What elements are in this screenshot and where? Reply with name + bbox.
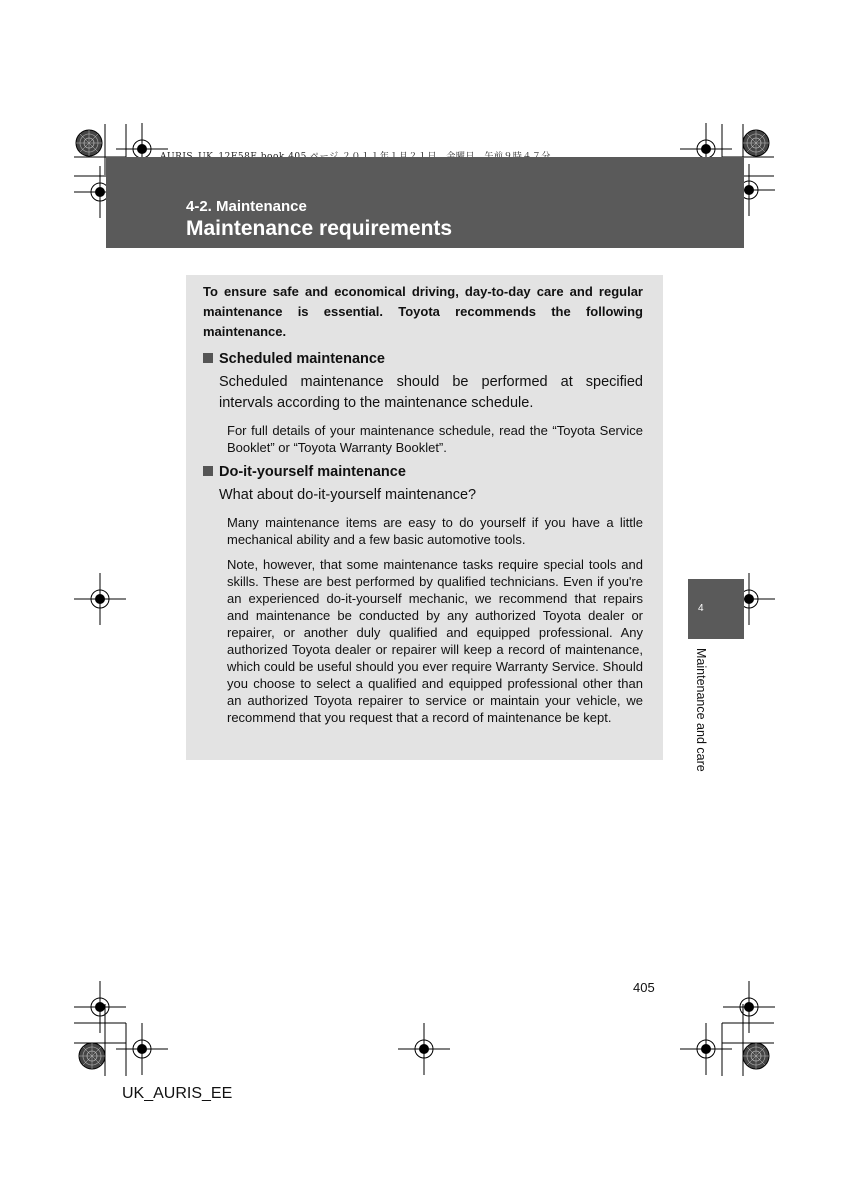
page-number: 405 — [633, 980, 655, 995]
header-band — [106, 157, 744, 248]
diy-maintenance-heading — [203, 464, 406, 480]
square-bullet-icon — [203, 353, 213, 363]
square-bullet-icon — [203, 466, 213, 476]
scheduled-heading-text: Scheduled maintenance — [219, 351, 385, 367]
scheduled-body: Scheduled maintenance should be performed at specified intervals according to the maintenance schedule. — [219, 374, 643, 411]
diy-note-1: Many maintenance items are easy to do yourself if you have a little mechanical ability and a few basic automotive tools. — [227, 515, 643, 547]
page-title: Maintenance requirements — [186, 217, 453, 240]
diy-heading-text: Do-it-yourself maintenance — [219, 464, 406, 480]
footer-code: UK_AURIS_EE — [122, 1085, 233, 1102]
chapter-title: Maintenance and care — [694, 648, 708, 772]
chapter-tab — [688, 579, 744, 639]
chapter-number: 4 — [698, 603, 704, 614]
diy-body: What about do-it-yourself maintenance? — [219, 487, 477, 503]
diy-note-2: Note, however, that some maintenance tasks require special tools and skills. These are best performed by qualified technicians. Even if you're an experienced do-it-yourself mechanic, we recommend that repairs and maintenance be conducted by any authorized Toyota dealer or repairer, or another duly qualified and equipped professional. Any authorized Toyota dealer or repairer will keep a record of maintenance, which could be useful should you ever require Warranty Service. Should you choose to select a qualified and equipped professional other than an authorized Toyota repairer to service or maintain your vehicle, we recommend that you request that a record of maintenance be kept. — [227, 557, 643, 725]
scheduled-maintenance-heading — [203, 351, 385, 367]
scheduled-note: For full details of your maintenance schedule, read the “Toyota Service Booklet” or “Toyota Warranty Booklet”. — [227, 423, 643, 455]
section-label: 4-2. Maintenance — [186, 198, 307, 215]
intro-paragraph: To ensure safe and economical driving, day-to-day care and regular maintenance is essential. Toyota recommends the following maintenance. — [203, 284, 643, 339]
content-box — [186, 275, 663, 760]
